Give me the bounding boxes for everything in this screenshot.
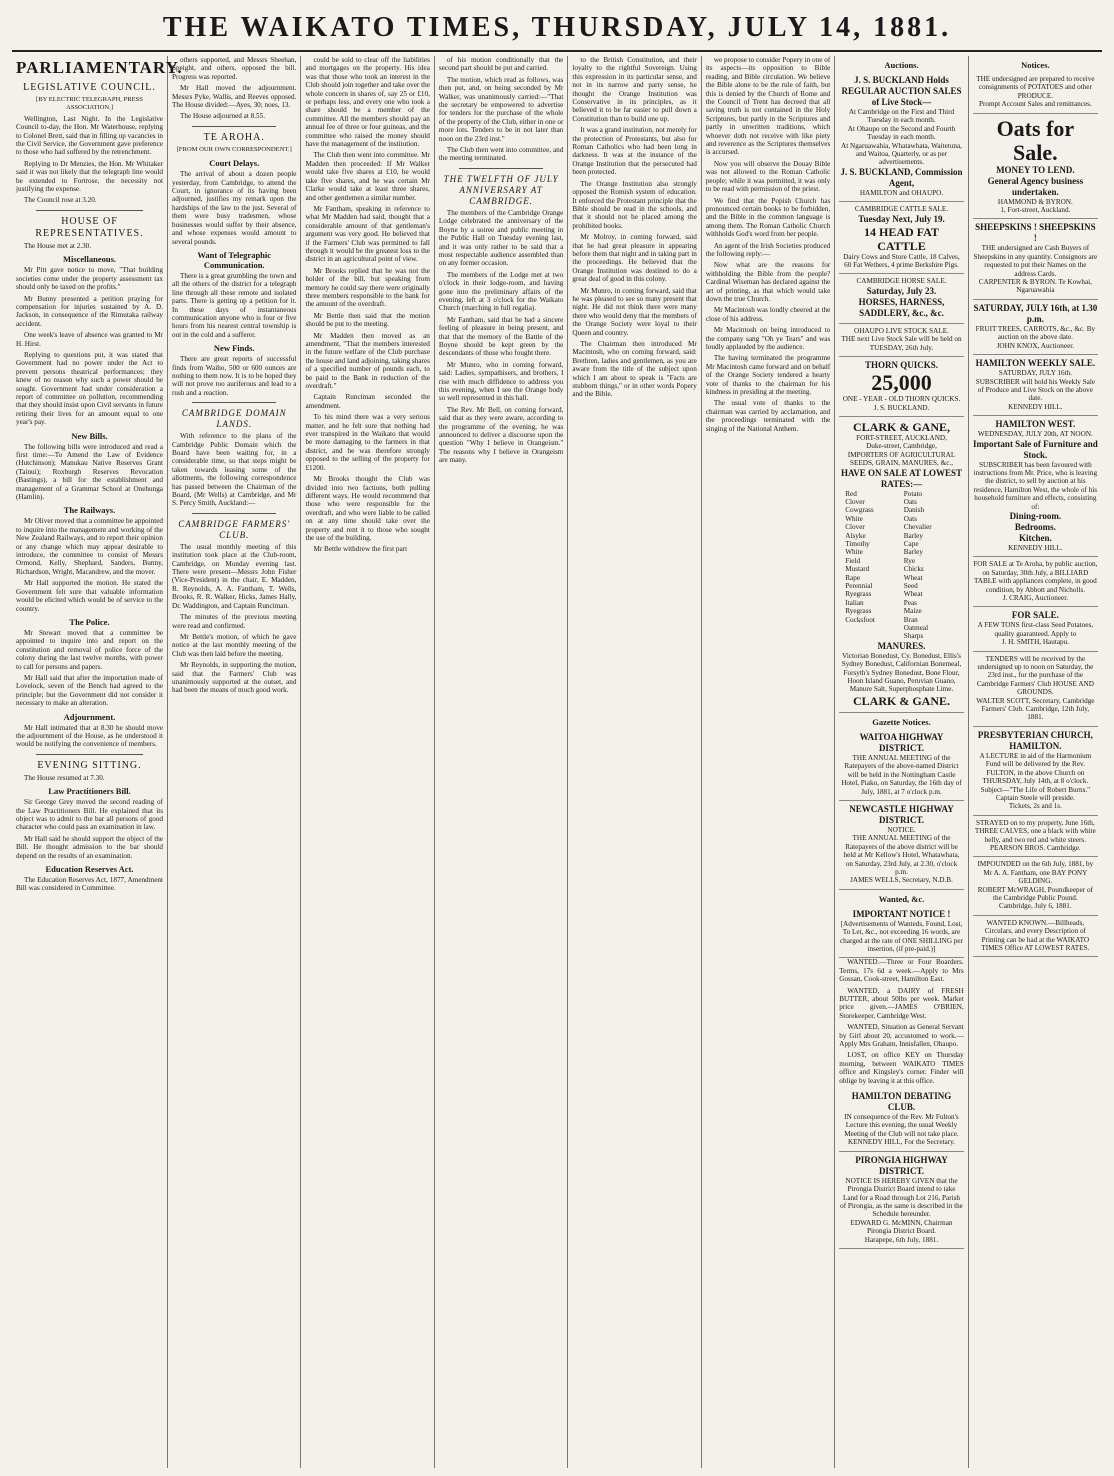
article-paragraph: The motion, which read as follows, was then put, and, on being seconded by Mr Walker, was unanimously carried:—"That the secretary be empowered to advertise for tenders for the purchase of the whole of the property of the Club, either in one or more lots. Tenders to be in not later than noon on the 23rd inst." <box>438 75 564 143</box>
ad-text: MONEY TO LEND. <box>996 164 1075 175</box>
seed-item: Cocksfoot <box>845 615 875 624</box>
masthead <box>0 0 1114 52</box>
ad-text: At Cambridge on the First and Third Tuesday in each month. <box>848 108 955 125</box>
printing-ad <box>973 916 1098 958</box>
divider <box>36 754 143 755</box>
seed-list <box>839 490 963 641</box>
article-paragraph: Replying to Dr Menzies, the Hon. Mr Whitaker said it was not likely that the telegraph line would be extended to Fortrose, the necessity not justifying the expense. <box>16 159 163 194</box>
knox-sale-ad <box>973 300 1098 355</box>
subheading: Miscellaneous. <box>62 254 117 265</box>
ad-text: WANTED KNOWN.—Billheads, Circulars, and every Description of Printing can be had at the WAIKATO TIMES Office AT LOWEST RATES. <box>981 918 1090 952</box>
article-paragraph: Mr Munro, who in coming forward, said: Ladies, sympathisers, and brothers, I rise with much diffidence to address you this evening, when I see the Orange body so well represented in this hall. <box>438 360 564 403</box>
ad-text: TENDERS will be received by the undersigned up to noon on Saturday, the 23rd inst., for the purchase of the Cambridge Farmers' Club HOUSE AND GROUNDS. <box>976 654 1094 697</box>
pirongia-notice <box>839 1152 963 1249</box>
subheading: Law Practitioners Bill. <box>48 786 131 797</box>
article-paragraph: Mr Fantham, said that he had a sincere feeling of pleasure in being present, and that that the memory of the Battle of the Boyne should be kept green by the descendants of those who fought there. <box>438 315 564 358</box>
ad-text: At Ngaruawahia, Whatawhata, Waitetuna, and Waitoa, Quarterly, or as per advertisements. <box>841 141 962 167</box>
gazette-heading: Gazette Notices. <box>872 716 931 727</box>
ad-text: HAMILTON and OHAUPO. <box>859 188 944 197</box>
ad-text: WAITOA HIGHWAY DISTRICT. <box>859 731 944 753</box>
ad-text: KENNEDY HILL. <box>1008 402 1063 411</box>
classified-item: WANTED, a DAIRY of FRESH BUTTER, about 50lbs per week. Market price given.—JAMES O'BRIEN, Storekeeper, Cambridge West. <box>839 986 964 1020</box>
ad-text: J. CRAIG, Auctioneer. <box>1002 594 1068 602</box>
ad-text: 1, Fort-street, Auckland. <box>1000 206 1071 215</box>
article-paragraph: Mr Bettle's motion, of which he gave notice at the last monthly meeting of the Club was then laid before the meeting. <box>172 632 297 658</box>
article-paragraph: Mr Hall moved the adjournment. Messrs Pyke, Wallis, and Reeves opposed. The House divided:—Ayes, 30; noes, 13. <box>172 84 297 110</box>
ad-text: Cambridge, July 6, 1881. <box>999 902 1072 911</box>
article-paragraph: Mr Fantham, speaking in reference to what Mr Madden had said, thought that a considerable amount of that gentleman's argument was very good. He believed that if the Farmers' Club was permitted to fall through it would be the greatest loss to the district in an agricultural point of view. <box>305 204 430 264</box>
ad-text: Oats for Sale. <box>996 115 1075 165</box>
ad-text: THORN QUICKS. <box>864 360 938 371</box>
seed-item: Alsyke <box>845 531 866 540</box>
correspondent-note: [FROM OUR OWN CORRESPONDENT.] <box>176 145 292 153</box>
ad-text: PEARSON BROS. Cambridge. <box>990 843 1081 852</box>
masthead-rule <box>12 50 1102 52</box>
telegraph-note: [BY ELECTRIC TELEGRAPH, PRESS ASSOCIATION.] <box>36 96 143 112</box>
ad-text: Dining-room. <box>1009 510 1062 521</box>
article-paragraph: The Council rose at 3.20. <box>24 196 97 205</box>
article-paragraph: To his mind there was a very serious matter, and he felt sure that nothing had ever transpired in the Waikato that would be more damaging to the farmers in that district, and he was therefore strongly opposed to the selling of the property for £1200. <box>305 413 430 472</box>
ad-text: CLARK & GANE. <box>852 693 950 708</box>
ad-text: FORT-STREET, AUCKLAND, <box>856 433 947 442</box>
ad-text: A FEW TONS first-class Seed Potatoes, quality guaranteed. Apply to <box>977 621 1094 638</box>
seed-item: Rape <box>845 573 861 582</box>
ad-text: J. S. BUCKLAND Holds REGULAR AUCTION SALES of Live Stock— <box>841 75 962 107</box>
thorn-quicks-ad <box>839 357 963 417</box>
seed-item: Italian Ryegrass <box>845 598 872 616</box>
domain-lands-heading: CAMBRIDGE DOMAIN LANDS. <box>181 408 287 430</box>
ad-text: SATURDAY, JULY 16th. <box>998 369 1073 378</box>
twelfth-july-heading: THE TWELFTH OF JULY ANNIVERSARY AT CAMBRIDGE. <box>443 173 559 206</box>
article-paragraph: Mr Stewart moved that a committee be appointed to inquire into and report on the constitution and removal of police force of the colony during the last twelve months, with power to call for persons and papers. <box>16 628 163 671</box>
house-heading: HOUSE OF REPRESENTATIVES. <box>35 215 144 239</box>
seed-item: Sharps <box>903 632 924 641</box>
seed-item: Bran <box>903 615 918 624</box>
lecture-ad <box>973 727 1098 816</box>
ad-text: ONE - YEAR - OLD THORN QUICKS. <box>842 395 961 404</box>
ad-text: SUBSCRIBER has been favoured with instructions from Mr. Price, who is leaving the district, to sell by auction at his residence, Hamilton West, the whole of his household furniture and effects, consisting of: <box>973 460 1098 511</box>
article-paragraph: It was a grand institution, not merely for the protection of Protestants, but also for Roman Catholics who had been long in darkness. It was at the instance of the Orange Institution that the persecuted had been protected. <box>572 126 697 177</box>
subheading: Adjournment. <box>63 711 116 722</box>
ad-text: NOTICE. <box>887 825 916 834</box>
strayed-ad <box>973 816 1098 858</box>
evening-heading: EVENING SITTING. <box>37 759 142 771</box>
divider <box>36 210 143 211</box>
divider <box>192 126 276 127</box>
wanted-heading: Wanted, &c. <box>878 893 925 904</box>
ad-text: Dairy Cows and Store Cattle, 18 Calves, 60 Fat Wethers, 4 prime Berkshire Pigs. <box>843 252 960 270</box>
billiard-ad <box>973 557 1098 607</box>
seed-item: Potato Oats <box>903 489 923 506</box>
farmers-club-heading: CAMBRIDGE FARMERS' CLUB. <box>178 518 291 540</box>
seed-item: Cowgrass <box>845 506 874 515</box>
ad-text: IN consequence of the Rev. Mr Fulton's Lecture this evening, the usual Weekly Meeting of the Club will not take place. <box>844 1113 959 1138</box>
ad-text: CAMBRIDGE CATTLE SALE. <box>854 205 949 214</box>
ad-text: Bedrooms. <box>1014 521 1056 532</box>
seed-item: Danish Oats <box>903 506 925 523</box>
column-6 <box>702 56 835 1468</box>
parliamentary-heading: PARLIAMENTARY. <box>16 58 183 77</box>
article-paragraph: to the British Constitution, and their loyalty to the rightful Sovereign. Using this expression in its particular sense, and not in its narrow and party sense, he thought the Orange Institution was Conservative in its principles, as it believed it to be far easier to pull down a Constitution than to build one up. <box>572 56 697 123</box>
ad-text: WEDNESDAY, JULY 20th, AT NOON. <box>977 430 1093 439</box>
article-paragraph: The Club then went into committee. Mr Madden then proceeded: If Mr Walker would take five shares at £10, he would take five shares, and he was certain Mr Clarke would take at least three shares, and other gentlemen a similar number. <box>305 151 430 202</box>
ad-text: At Ohaupo on the Second and Fourth Tuesday in each month. <box>847 124 956 142</box>
debating-notice <box>839 1088 963 1152</box>
ad-text: KENNEDY HILL. <box>1008 543 1063 552</box>
article-paragraph: Replying to questions put, it was stated that Government had no power under the Act to prevent persons theatrical performances; they knew of no reason why such a power should be sought. Government had under consideration a report of committee on pollution, recommending that they should insist upon Civil servants in future retiring their lives for an amount equal to one year's pay. <box>16 350 163 427</box>
article-paragraph: The Club then went into committee, and the meeting terminated. <box>438 146 564 163</box>
ad-text: ROBERT McWRAGH, Poundkeeper of the Cambridge Public Pound. <box>977 885 1093 902</box>
classified-item: WANTED.—Three or Four Boarders. Terms, 17s 6d a week.—Apply to Mrs Gossan, Cook-street, Hamilton East. <box>839 958 964 984</box>
ad-text: HAMMOND & BYRON. <box>997 197 1073 206</box>
article-paragraph: The usual vote of thanks to the chairman was carried by acclamation, and the proceedings terminated with the singing of the National Anthem. <box>705 399 831 433</box>
tenders-ad <box>973 652 1098 727</box>
seed-item: Rye <box>903 556 916 565</box>
seed-item: Maize <box>903 607 922 616</box>
ad-text: HORSES, HARNESS, SADDLERY, &c., &c. <box>858 296 945 318</box>
article-paragraph: The usual monthly meeting of this institution took place at the Club-room, Cambridge, on Monday evening last. There were present—Messrs John Fisher (Vice-President) in the chair, E. Madden, R. Reynolds, A. A. Fantham, T. Wells, Brooks, R. R. Walker, Hicks, James Hally, Dr. Waddington, and Captain Runciman. <box>172 542 297 610</box>
divider <box>459 168 543 169</box>
ad-text: Harapepe, 6th July, 1881. <box>864 1235 939 1244</box>
horse-sale-ad <box>839 274 963 323</box>
seed-item: White Field Mustard <box>845 548 870 574</box>
impounded-ad <box>973 857 1098 915</box>
ad-text: HAVE ON SALE AT LOWEST RATES:— <box>840 467 963 489</box>
article-paragraph: The members of the Cambridge Orange Lodge celebrated the anniversary of the Boyne by a soiree and public meeting in the Public Hall on Tuesday evening last, and it was only rather to be said that a most respectable audience assembled than on any former occasion. <box>438 208 564 268</box>
column-7-ads <box>835 56 968 1468</box>
article-paragraph: The following bills were introduced and read a first time:—To Amend the Law of Evidence (Hutchinson); Manukau Native Reserves Grant (Tainui); Roxburgh Reserves Revocation (Bastings), a bill for the establishment and management of a Grammar School at Onehunga (Hamlin). <box>16 442 163 502</box>
column-4 <box>435 56 568 1468</box>
oats-ad <box>973 114 1098 220</box>
article-paragraph: We find that the Popish Church has pronounced certain books to be forbidden, and the Bible in the common language is among them. The Roman Catholic Church withholds God's word from her people. <box>705 196 831 239</box>
ad-text: MANURES. <box>877 640 926 651</box>
ad-text: THE ANNUAL MEETING of the Ratepayers of the above district will be held at Mr Kellow's Hotel, Whatawhata, on Saturday, 23rd July, at 2.30, o'clock p.m. <box>843 834 960 876</box>
ad-text: CARPENTER & BYRON. Te Kowhai, Ngaruawahia <box>978 278 1092 295</box>
article-paragraph: An agent of the Irish Societies produced the following reply:— <box>705 241 831 258</box>
ad-text: JAMES WELLS, Secretary, N.D.B. <box>850 876 953 885</box>
article-paragraph: Mr Reynolds, in supporting the motion, said that the Farmers' Club was unanimously supported at the outset, and had been the means of much good work. <box>172 661 297 695</box>
article-paragraph: Mr Hall intimated that at 8.30 he should move the adjournment of the House, as he understood it would be notifying the convenience of members. <box>16 723 163 749</box>
ad-text: General Agency business undertaken. <box>987 175 1084 197</box>
ad-text: 14 HEAD FAT CATTLE <box>864 224 939 253</box>
notices-heading: Notices. <box>1021 60 1050 70</box>
article-paragraph: The minutes of the previous meeting were read and confirmed. <box>172 613 297 630</box>
ad-text: THE undersigned are prepared to receive consignments of POTATOES and other PRODUCE. <box>976 75 1095 100</box>
ad-text: THE ANNUAL MEETING of the Ratepayers of the above-named District will be held in the Nottingham Castle Hotel, Piako, on Saturday, the 16th day of July, 1881, at 7 o'clock p.m. <box>841 753 962 796</box>
article-paragraph: The Education Reserves Act, 1877, Amendment Bill was considered in Committee. <box>16 876 163 893</box>
ad-text: HAMILTON WEEKLY SALE. <box>975 358 1096 369</box>
ad-text: A LECTURE in aid of the Harmonium Fund will be delivered by the Rev. FULTON, in the above Church on THURSDAY, July 14th, at 8 o'clock. Subject—"The Life of Robert Burns." Captain Steele will preside. <box>979 751 1092 802</box>
article-paragraph: The members of the Lodge met at two o'clock in their lodge-room, and having gone into the preliminary affairs of the evening, left at 3 o'clock for the Waikato Church (marching in full regalia). <box>438 270 564 313</box>
article-paragraph: Now you will observe the Douay Bible was not allowed to the Roman Catholic people; while it was permitted, it was only to be read with permission of the priest. <box>705 159 831 194</box>
ad-text: FOR SALE. <box>1011 610 1059 621</box>
ad-text: STRAYED on to my property, June 16th, THREE CALVES, one a black with white belly, and two red and white steers. <box>974 818 1096 844</box>
subheading: Court Delays. <box>209 158 260 169</box>
article-paragraph: Mr Brooks replied that he was not the holder of the bill, but speaking from memory he could say there were originally three members responsible to the bank for the amount of the overdraft. <box>305 266 430 309</box>
article-paragraph: Mr Molroy, in coming forward, said that he had great pleasure in appearing before them that night and in taking part in the proceedings. He believed that the Orange Institution was destined to do a great deal of good in this colony. <box>572 233 697 284</box>
ad-text: IMPORTANT NOTICE ! <box>852 908 951 919</box>
ad-text: WALTER SCOTT, Secretary, Cambridge Farmers' Club. Cambridge, 12th July, 1881. <box>976 696 1095 722</box>
seed-item: White Clover <box>845 514 865 532</box>
article-paragraph: The Orange Institution also strongly opposed the Romish system of education. It enforced the Protestant principle that the Bible should be read in the schools, and that it should not be placed among the prohibited books. <box>572 179 697 230</box>
ad-text: FOR SALE at Te Aroha, by public auction, on Saturday, 30th July, a BILLIARD TABLE with appliances complete, in good condition, by Abbott and Nicholls. <box>973 560 1098 594</box>
article-paragraph: Captain Runciman seconded the amendment. <box>305 393 430 410</box>
article-paragraph: others supported, and Messrs Sheehan, Speight, and others, opposed the bill. Progress was reported. <box>172 56 297 81</box>
newcastle-notice <box>839 801 963 890</box>
ad-text: Tickets, 2s and 1s. <box>1008 802 1062 811</box>
article-paragraph: Wellington, Last Night. In the Legislative Council to-day, the Hon. Mr Waterhouse, replying to Colonel Brett, said that in filling up vacancies in the Civil Service, the Government gave preference to those who had suffered by the retrenchment. <box>16 114 163 157</box>
seed-item: Perennial Ryegrass <box>845 582 873 599</box>
article-paragraph: could be sold to clear off the liabilities and mortgages on the property. His idea was that those who took an interest in the Club should join together and take over the whole concern in shares of, say 25 or £10, or perhaps less, and every one who took a share should be a member of the committee. All the members should pay an annual fee of three or four guineas, and the committee who raised the money should have the management of the institution. <box>305 56 430 149</box>
article-paragraph: Mr Hall supported the motion. He stated the Government felt sure that valuable information would be elicited which would be of service to the country. <box>16 579 163 613</box>
ad-text: IMPORTERS OF AGRICULTURAL SEEDS, GRAIN, MANURES, &c., <box>847 450 956 468</box>
article-paragraph: The arrival of about a dozen people yesterday, from Cambridge, to attend the Court, in ignorance of its having been adjourned, justifies my remark upon the hardships of the law to the just. Several of them were busy tradesmen, whose businesses would suffer by their absence, and whose expenses would amount to several pounds. <box>172 170 297 246</box>
article-paragraph: The Chairman then introduced Mr Macintosh, who on coming forward, said: Brethren, ladies and gentlemen, as you are aware from the title of the subject upon which I am about to speak is "Facts are stubborn things," or in other words Popery and the Bible. <box>572 340 697 399</box>
ad-text: THE next Live Stock Sale will be held on TUESDAY, 26th July. <box>841 335 962 352</box>
ad-text: SHEEPSKINS ! SHEEPSKINS ! <box>975 222 1096 244</box>
article-paragraph: Mr Madden then moved as an amendment, "That the members interested in the future welfare of the Club purchase the house and land adjoining, taking shares of a specified number of pounds each, to be paid to the Bank in reduction of the overdraft." <box>305 331 430 391</box>
article-paragraph: The having terminated the programme Mr Macintosh came forward and on behalf of the Orange Society tendered a hearty vote of thanks to the chairman for his kindness in presiding at the meeting. <box>705 354 831 397</box>
ad-text: HAMILTON WEST. <box>995 419 1076 430</box>
ad-text: HAMILTON DEBATING CLUB. <box>851 1091 952 1113</box>
ad-text: PRESBYTERIAN CHURCH, HAMILTON. <box>977 729 1093 751</box>
furniture-sale-ad <box>973 416 1098 557</box>
article-paragraph: Mr Munro, in coming forward, said that he was pleased to see so many present that night. He did not think there were many there who would deny that the members of the Orange Society were loyal to their Queen and country. <box>572 286 697 337</box>
page-columns <box>12 56 1102 1468</box>
ad-text: 25,000 <box>871 370 932 396</box>
ad-text: SUBSCRIBER will hold his Weekly Sale of Produce and Live Stock on the above date. <box>975 377 1096 403</box>
column-8-notices <box>969 56 1102 1468</box>
article-paragraph: Sir George Grey moved the second reading of the Law Practitioners Bill. He explained that its object was to admit to the bar all persons of good character who could pass an examination in law. <box>16 798 163 832</box>
seed-item: Oatmeal <box>903 624 929 633</box>
seed-list-right <box>904 490 958 641</box>
ad-text: JOHN KNOX, Auctioneer. <box>996 341 1075 350</box>
article-paragraph: The House adjourned at 8.55. <box>180 112 266 121</box>
subheading: The Police. <box>69 616 110 627</box>
article-paragraph: The Rev. Mr Bell, on coming forward, said that as they were aware, according to the programme of the evening, he was announced to deliver a discourse upon the question "Why I believe in Orangeism." The reasons why I believe in Orangeism are many. <box>438 405 564 465</box>
clark-gane-ad <box>839 417 963 713</box>
seed-item: Seed Wheat <box>903 582 923 599</box>
buckland-ad <box>839 72 963 202</box>
divider <box>192 513 276 514</box>
ohaupo-sale-ad <box>839 324 963 357</box>
auctions-heading: Auctions. <box>884 60 919 70</box>
council-heading: LEGISLATIVE COUNCIL. <box>23 82 156 93</box>
ad-text: IMPOUNDED on the 6th July, 1881, by Mr A. A. Fantham, one BAY PONY GELDING. <box>977 860 1094 886</box>
produce-ad <box>973 72 1098 114</box>
subheading: New Bills. <box>71 430 108 441</box>
seed-item: Cape Barley <box>903 539 923 557</box>
ad-text: J. S. BUCKLAND, Commission Agent, <box>840 166 963 188</box>
article-paragraph: The House resumed at 7.30. <box>24 773 105 782</box>
article-paragraph: Mr Brooks thought the Club was divided into two factions, both pulling different ways. He would recommend that those who were responsible for the overdraft, and who were liable to be called on at any time should take over the property and rent it to those who sought the use of the building. <box>305 475 430 542</box>
ad-text: CAMBRIDGE HORSE SALE. <box>856 277 947 286</box>
classified-item: WANTED, Situation as General Servant by Girl about 20, accustomed to work.—Apply Mrs Graham, Innisfallen, Ohaupo. <box>839 1023 964 1049</box>
ad-text: Duke-street, Cambridge, <box>866 442 937 451</box>
article-paragraph: Mr Bettle withdrew the first part <box>313 545 408 554</box>
column-1 <box>12 56 183 1468</box>
ad-text: Prompt Account Sales and remittances. <box>978 100 1092 109</box>
waitoa-notice <box>839 729 963 801</box>
ad-text: Tuesday Next, July 19. <box>858 213 945 224</box>
article-paragraph: Mr Bunny presented a petition praying for compensation for injuries sustained by A. D. Jackson, in consequence of the Rimutaka railway accident. <box>16 294 163 328</box>
weekly-sale-ad <box>973 355 1098 416</box>
article-paragraph: Mr Hall said he should support the object of the Bill. He thought admission to the bar should depend on the results of an examination. <box>16 834 163 860</box>
seed-list-left <box>845 490 899 641</box>
column-3 <box>301 56 434 1468</box>
seed-item: Red Clover <box>845 489 865 506</box>
divider <box>192 402 276 403</box>
ad-text: [Advertisements of Wanteds, Found, Lost, To Let, &c., not exceeding 16 words, are charged at the rate of ONE SHILLING per insertion, (if pre-paid.)] <box>839 919 963 953</box>
subheading: Want of Telegraphic Communication. <box>197 249 272 270</box>
ad-text: FRUIT TREES, CARROTS, &c., &c. By auction on the above date. <box>975 324 1096 342</box>
ad-text: J. S. BUCKLAND. <box>873 403 930 412</box>
sheepskins-ad <box>973 219 1098 299</box>
article-paragraph: we propose to consider Popery in one of its aspects—its opposition to Bible reading, and Bible circulation. We believe the Bible alone to be the rule of faith, but this is denied by the Church of Rome and the Council of Trent has decreed that all saving truth is not contained in the Holy Scriptures, but partly in the Scriptures and partly in unwritten traditions, which whoever doth not receive with like piety and reverence as the Scriptures themselves is accursed. <box>705 56 831 157</box>
ad-text: Important Sale of Furniture and Stock. <box>972 438 1098 460</box>
column-2 <box>168 56 301 1468</box>
seed-item: Chevalier Barley <box>903 523 932 540</box>
wanted-section <box>839 906 963 959</box>
ad-text: PIRONGIA HIGHWAY DISTRICT. <box>855 1154 948 1176</box>
ad-text: CLARK & GANE, <box>852 419 950 434</box>
article-paragraph: Mr Bettle then said that the motion should be put to the meeting. <box>305 311 430 329</box>
ad-text: Kitchen. <box>1018 532 1052 543</box>
ad-text: SATURDAY, JULY 16th, at 1.30 p.m. <box>973 302 1098 324</box>
ad-text: NOTICE IS HEREBY GIVEN that the Pirongia District Board intend to take Land for a Road through Lot 216, Parish of Pirongia, as the same is described in the Schedule hereunder. <box>840 1176 963 1219</box>
column-5 <box>568 56 701 1468</box>
subheading: Education Reserves Act. <box>45 864 134 875</box>
article-paragraph: Mr Oliver moved that a committee be appointed to inquire into the management and working of the New Zealand Railways, and to report their opinion or any change which may appear desirable to introduce, the committee to consist of Messrs Ormond, Kelly, Shephard, Sanders, Bunny, Richardson, Wright, Macandrew, and the mover. <box>16 517 163 576</box>
potatoes-ad <box>973 607 1098 651</box>
cattle-sale-ad <box>839 202 963 274</box>
subheading: New Finds. <box>213 343 255 354</box>
seed-item: Timothy <box>845 539 870 548</box>
article-paragraph: The House met at 2.30. <box>24 241 92 250</box>
ad-text: J. H. SMITH, Hautapu. <box>1001 638 1069 647</box>
article-paragraph: Mr Macintosh on being introduced to the company sang "Oh ye Tears" and was loudly applauded by the audience. <box>705 326 831 351</box>
subheading: The Railways. <box>63 505 116 516</box>
article-paragraph: of his motion conditionally that the second part should be put and carried. <box>438 56 564 73</box>
ad-text: OHAUPO LIVE STOCK SALE. <box>854 326 949 335</box>
newspaper-title: THE WAIKATO TIMES, THURSDAY, JULY 14, 1881. <box>162 12 952 43</box>
ad-text: Victorian Bonedust, Cy. Bonedust, Ellis's Sydney Bonedust, Californian Bonemeal, Forsyth's Sydney Bonedust, Bone Flour, Hoon Island Guano, Peruvian Guano, Manure Salt, Superphosphate Lime. <box>841 651 962 694</box>
article-paragraph: Now what are the reasons for withholding the Bible from the people? Cardinal Wiseman has declared against the art of printing, as that which would take down the true Church. <box>705 261 831 303</box>
article-paragraph: One week's leave of absence was granted to Mr H. Hirst. <box>16 331 163 348</box>
ad-text: EDWARD G. McMINN, Chairman Pirongia District Board. <box>850 1218 953 1236</box>
article-paragraph: With reference to the plans of the Cambridge Public Domain which the Board have been waiting for, in a considerable time, so that steps might be taken towards leasing some of the allotments, the following correspondence has passed between the Chairman of the Board, (Mr Wells) at Cambridge, and Mr S. Percy Smith, Auckland:— <box>172 432 297 508</box>
article-paragraph: Mr Macintosh was loudly cheered at the close of his address. <box>705 306 831 323</box>
ad-text: KENNEDY HILL, For the Secretary. <box>847 1138 956 1147</box>
article-paragraph: Mr Pitt gave notice to move, "That building societies come under the property assessment tax should only be taxed on the profits." <box>16 266 163 292</box>
article-paragraph: There is a great grumbling the town and all the others of the district for a telegraph line through all these remote and isolated parts. There is getting up a petition for it. In these days of instantaneous communication anyone who is four or five hours from his nearest central township is out in the cold and a sufferer. <box>172 271 297 339</box>
article-paragraph: Mr Hall said that after the importation made of Lovelock, seven of the Bench had agreed to the principle; but the Government did not consider it necessary to make an alteration. <box>16 673 163 708</box>
classified-item: LOST, on office KEY on Thursday morning, between WAIKATO TIMES office and Kingsley's corner. Finder will oblige by leaving it at this office. <box>839 1051 964 1085</box>
seed-item: Peas <box>903 598 917 607</box>
ad-text: NEWCASTLE HIGHWAY DISTRICT. <box>849 803 954 825</box>
article-paragraph: There are great reports of successful finds from Waiho, 500 or 600 ounces are nothing to them now. It is to be hoped they will not prove too auriferous and lead to a rush and a reaction. <box>172 355 297 397</box>
ad-text: Saturday, July 23. <box>866 285 937 296</box>
ad-text: THE undersigned are Cash Buyers of Sheepskins in any quantity. Consignors are requested to put their Names on the address Cards. <box>973 244 1098 278</box>
seed-item: Chicks Wheat <box>903 565 924 582</box>
te-aroha-heading: TE AROHA. <box>203 131 265 143</box>
